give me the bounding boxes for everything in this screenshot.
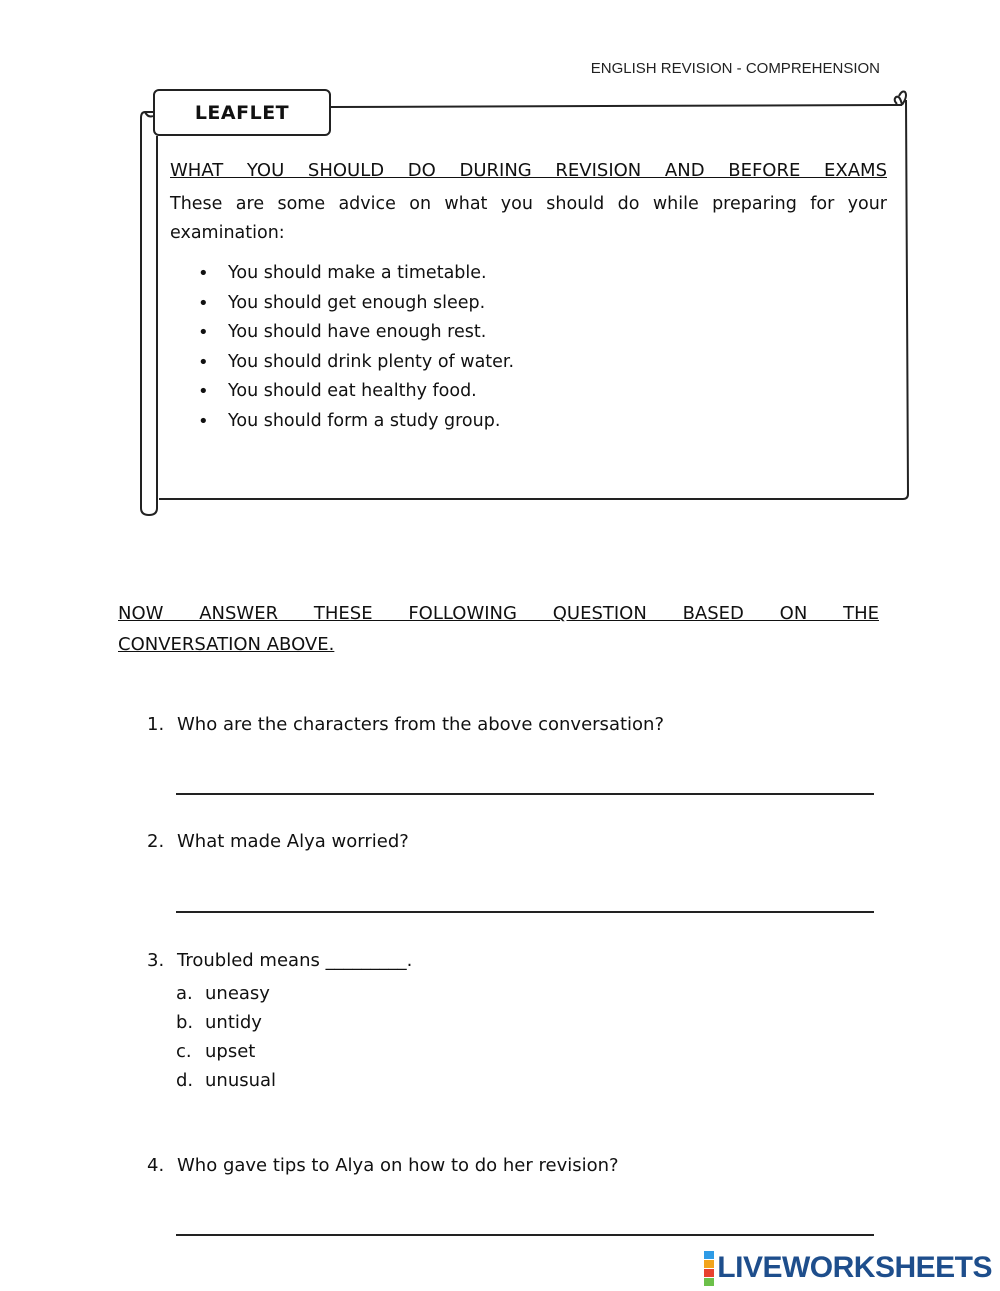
- tip-item: • You should have enough rest.: [228, 318, 514, 348]
- leaflet-intro: These are some advice on what you should do while preparing for your examination:: [170, 194, 887, 243]
- liveworksheets-logo: [704, 1250, 992, 1286]
- question-1: [147, 714, 664, 735]
- question-number: 4.: [147, 1155, 165, 1176]
- question-3-options: [176, 979, 276, 1095]
- question-number: 2.: [147, 831, 165, 852]
- question-text: What made Alya worried?: [177, 831, 409, 852]
- instruction: [118, 598, 879, 660]
- instruction-line-2: CONVERSATION ABOVE.: [118, 634, 335, 655]
- tip-item: • You should make a timetable.: [228, 259, 514, 289]
- question-text: Troubled means _________.: [177, 950, 413, 971]
- tip-item: • You should get enough sleep.: [228, 289, 514, 319]
- answer-line-1[interactable]: [176, 793, 874, 795]
- leaflet-tab-label: LEAFLET: [153, 89, 331, 136]
- question-4: [147, 1155, 619, 1176]
- question-3: [147, 950, 412, 971]
- leaflet-heading: WHAT YOU SHOULD DO DURING REVISION AND BEFORE EXAMS: [170, 160, 887, 181]
- answer-line-4[interactable]: [176, 1234, 874, 1236]
- question-text: Who are the characters from the above conversation?: [177, 714, 665, 735]
- page-header-title: ENGLISH REVISION - COMPREHENSION: [590, 60, 880, 77]
- instruction-line-1: NOW ANSWER THESE FOLLOWING QUESTION BASED ON THE: [118, 603, 879, 624]
- question-number: 3.: [147, 950, 165, 971]
- option-d[interactable]: d. unusual: [176, 1070, 277, 1091]
- live-blocks-icon: [704, 1250, 714, 1286]
- tip-item: • You should eat healthy food.: [228, 377, 514, 407]
- option-a[interactable]: a. uneasy: [176, 983, 270, 1004]
- tip-item: • You should drink plenty of water.: [228, 348, 514, 378]
- option-b[interactable]: b. untidy: [176, 1012, 262, 1033]
- option-c[interactable]: c. upset: [176, 1041, 256, 1062]
- question-text: Who gave tips to Alya on how to do her revision?: [177, 1155, 619, 1176]
- tip-item: • You should form a study group.: [228, 407, 514, 437]
- tips-list: [228, 259, 514, 436]
- question-number: 1.: [147, 714, 165, 735]
- brand-name: LIVEWORKSHEETS: [717, 1251, 992, 1284]
- question-2: [147, 831, 409, 852]
- answer-line-2[interactable]: [176, 911, 874, 913]
